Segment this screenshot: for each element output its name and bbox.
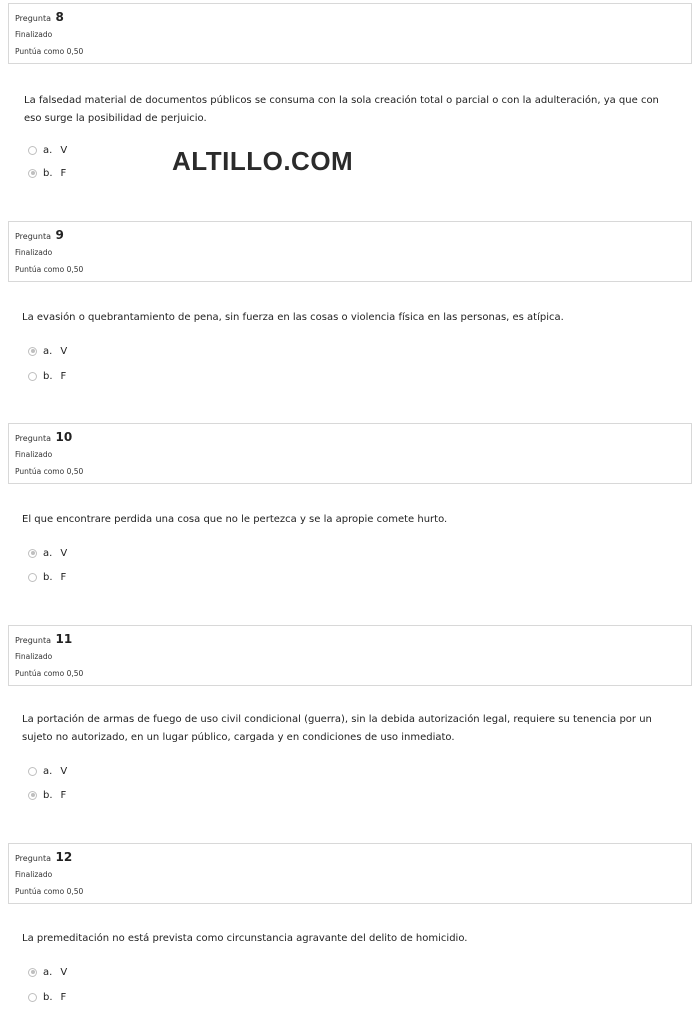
answer-letter: b.	[43, 789, 53, 801]
question-grade: Puntúa como 0,50	[15, 467, 84, 476]
question-text-9: La evasión o quebrantamiento de pena, sin fuerza en las cosas o violencia física en las personas, es atípica.	[22, 312, 564, 323]
question-label: Pregunta 12	[15, 850, 73, 864]
question-state: Finalizado	[15, 30, 53, 39]
question-text-10: El que encontrare perdida una cosa que no le pertezca y se la apropie comete hurto.	[22, 514, 448, 525]
answer-letter: b.	[43, 167, 53, 179]
question-info-9	[8, 221, 692, 282]
radio-button[interactable]	[28, 968, 37, 977]
answer-letter: b.	[43, 571, 53, 583]
question-text-11: La portación de armas de fuego de uso civil condicional (guerra), sin la debida autorización legal, requiere su tenencia por un sujeto no autorizado, en un lugar público, cargada y en condiciones de uso inmediato.	[22, 714, 652, 743]
question-text-12: La premeditación no está prevista como circunstancia agravante del delito de homicidio.	[22, 933, 468, 944]
question-label: Pregunta 8	[15, 10, 64, 24]
answer-11-b[interactable]	[28, 788, 66, 802]
question-number: 11	[55, 632, 73, 646]
radio-button[interactable]	[28, 573, 37, 582]
answer-10-a[interactable]	[28, 546, 67, 560]
question-number: 9	[55, 228, 64, 242]
question-info-12	[8, 843, 692, 904]
answer-value: F	[60, 571, 67, 583]
answer-value: V	[60, 547, 68, 559]
radio-button[interactable]	[28, 549, 37, 558]
answer-value: F	[60, 789, 67, 801]
radio-button[interactable]	[28, 767, 37, 776]
answer-9-a[interactable]	[28, 344, 67, 358]
question-grade: Puntúa como 0,50	[15, 47, 84, 56]
answer-8-a[interactable]	[28, 143, 67, 157]
question-label: Pregunta 11	[15, 632, 73, 646]
answer-value: V	[60, 765, 68, 777]
answer-value: V	[60, 966, 68, 978]
answer-letter: b.	[43, 991, 53, 1003]
question-state: Finalizado	[15, 450, 53, 459]
question-state: Finalizado	[15, 870, 53, 879]
radio-button[interactable]	[28, 372, 37, 381]
answer-12-b[interactable]	[28, 990, 66, 1004]
question-state: Finalizado	[15, 248, 53, 257]
answer-12-a[interactable]	[28, 965, 67, 979]
answer-letter: a.	[43, 966, 53, 978]
question-info-8	[8, 3, 692, 64]
question-text-8: La falsedad material de documentos públicos se consuma con la sola creación total o parcial o con la adulteración, ya que con eso surge la posibilidad de perjuicio.	[24, 95, 659, 124]
radio-button[interactable]	[28, 347, 37, 356]
question-grade: Puntúa como 0,50	[15, 669, 84, 678]
radio-button[interactable]	[28, 169, 37, 178]
answer-letter: a.	[43, 765, 53, 777]
radio-button[interactable]	[28, 791, 37, 800]
answer-10-b[interactable]	[28, 570, 66, 584]
answer-value: F	[60, 991, 67, 1003]
answer-value: V	[60, 345, 68, 357]
question-info-10	[8, 423, 692, 484]
watermark: ALTILLO.COM	[172, 146, 354, 176]
question-grade: Puntúa como 0,50	[15, 265, 84, 274]
radio-button[interactable]	[28, 146, 37, 155]
answer-11-a[interactable]	[28, 764, 67, 778]
answer-value: F	[60, 167, 67, 179]
answer-letter: a.	[43, 144, 53, 156]
answer-letter: a.	[43, 547, 53, 559]
answer-9-b[interactable]	[28, 369, 66, 383]
answer-value: F	[60, 370, 67, 382]
question-label: Pregunta 9	[15, 228, 64, 242]
radio-button[interactable]	[28, 993, 37, 1002]
question-label: Pregunta 10	[15, 430, 73, 444]
question-info-11	[8, 625, 692, 686]
answer-value: V	[60, 144, 68, 156]
question-grade: Puntúa como 0,50	[15, 887, 84, 896]
question-number: 12	[55, 850, 73, 864]
question-state: Finalizado	[15, 652, 53, 661]
question-number: 10	[55, 430, 73, 444]
answer-letter: b.	[43, 370, 53, 382]
answer-letter: a.	[43, 345, 53, 357]
answer-8-b[interactable]	[28, 166, 66, 180]
question-number: 8	[55, 10, 64, 24]
